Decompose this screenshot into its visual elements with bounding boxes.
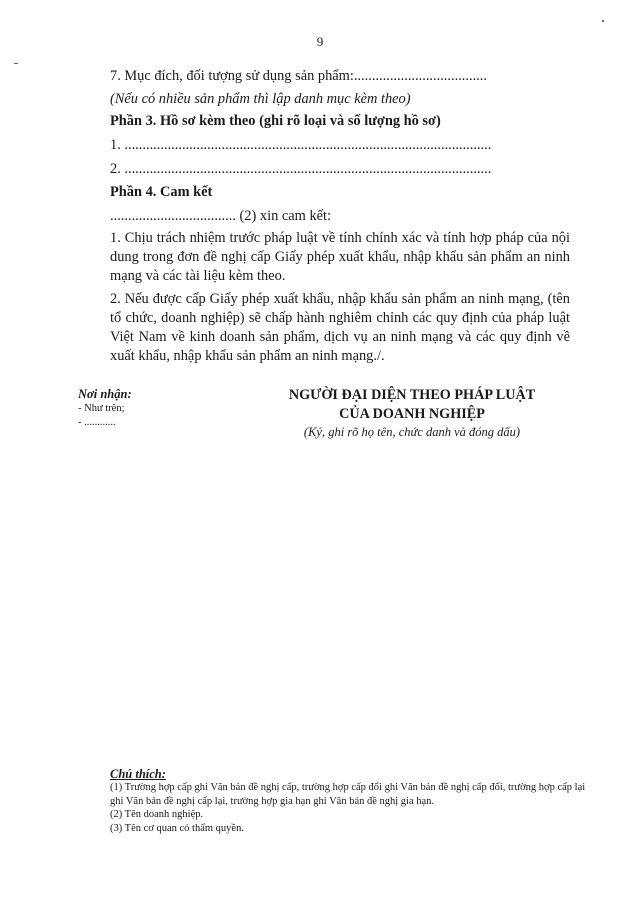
part3-heading: Phần 3. Hồ sơ kèm theo (ghi rõ loại và số lượng hồ sơ) <box>110 113 441 129</box>
item7-dots: ..................................... <box>353 68 487 84</box>
scan-mark-top-right <box>602 20 604 22</box>
part3-line-1: 1. ...................................................................................................... <box>110 137 492 153</box>
recipient-item-1: - Như trên; <box>78 403 125 414</box>
note-item-3: (3) Tên cơ quan có thẩm quyền. <box>110 822 244 834</box>
item7-label: 7. Mục đích, đối tượng sử dụng sản phẩm: <box>110 68 354 84</box>
part4-heading: Phần 4. Cam kết <box>110 184 213 200</box>
page-number: 9 <box>316 34 324 49</box>
representative-title-line2: CỦA DOANH NGHIỆP <box>339 406 485 422</box>
note-item-2: (2) Tên doanh nghiệp. <box>110 809 204 820</box>
representative-title-line1: NGƯỜI ĐẠI DIỆN THEO PHÁP LUẬT <box>288 387 536 403</box>
scan-mark-left <box>14 63 18 64</box>
item7-note: (Nếu có nhiều sản phẩm thì lập danh mục kèm theo) <box>110 91 411 107</box>
part3-line-2: 2. ...................................................................................................... <box>110 161 492 177</box>
note-item-1: (1) Trường hợp cấp ghi Văn bản đề nghị cấp, trường hợp cấp đổi ghi Văn bản đề nghị cấp đổi, trường hợp cấp lại ghi Văn bản đề nghị cấp lại, trường hợp gia hạn ghi Văn bản đề nghị gia hạn. <box>110 782 586 807</box>
part4-intro: ................................... (2) xin cam kết: <box>110 208 332 224</box>
notes-title: Chú thích: <box>110 767 166 781</box>
recipients-title: Nơi nhận: <box>78 387 132 401</box>
commitment-paragraph-2: 2. Nếu được cấp Giấy phép xuất khẩu, nhập khẩu sản phẩm an ninh mạng, (tên tổ chức, doanh nghiệp) sẽ chấp hành nghiêm chỉnh các quy định của pháp luật Việt Nam về kinh doanh sản phẩm, dịch vụ an ninh mạng và các quy định về xuất khẩu, nhập khẩu sản phẩm an ninh mạng./. <box>110 291 570 364</box>
item7-line <box>110 66 487 86</box>
notes-list <box>110 781 590 835</box>
commitment-paragraph-1: 1. Chịu trách nhiệm trước pháp luật về tính chính xác và tính hợp pháp của nội dung trong đơn đề nghị cấp Giấy phép xuất khẩu, nhập khẩu sản phẩm an ninh mạng và các tài liệu kèm theo. <box>110 230 570 284</box>
representative-sign-note: (Ký, ghi rõ họ tên, chức danh và đóng dấu) <box>303 425 521 439</box>
representative-block <box>262 386 562 441</box>
recipient-item-2: - ............ <box>78 417 116 428</box>
